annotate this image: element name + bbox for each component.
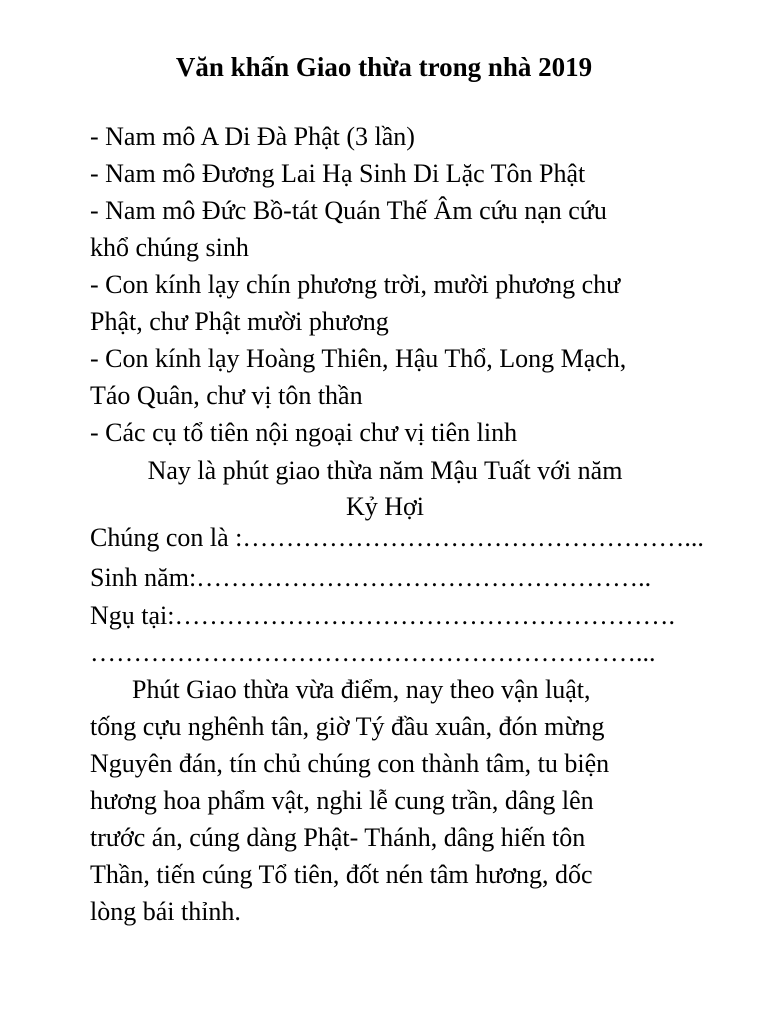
invocation-line: - Con kính lạy Hoàng Thiên, Hậu Thổ, Long Mạch, [90,344,627,373]
announcement-line: Nay là phút giao thừa năm Mậu Tuất với năm [147,456,623,485]
invocation-line: - Nam mô A Di Đà Phật (3 lần) [90,122,415,151]
form-field-birth-year: Sinh năm:…………………………………………….. [90,563,652,592]
invocation-line: - Các cụ tổ tiên nội ngoại chư vị tiên linh [90,418,518,447]
form-field-name: Chúng con là :……………………………………………... [90,523,704,552]
invocation-line: Phật, chư Phật mười phương [90,307,389,336]
invocation-line: - Nam mô Đức Bồ-tát Quán Thế Âm cứu nạn cứu [90,196,607,225]
form-field-address: Ngụ tại:…………………………………………………. [90,601,675,630]
body-paragraph-line: Nguyên đán, tín chủ chúng con thành tâm, tu biện [90,749,610,778]
document-title: Văn khấn Giao thừa trong nhà 2019 [175,52,593,82]
invocation-line: - Nam mô Đương Lai Hạ Sinh Di Lặc Tôn Phật [90,159,586,188]
form-field-address-continued: ………………………………………………………... [90,638,656,667]
body-paragraph-line: tống cựu nghênh tân, giờ Tý đầu xuân, đón mừng [90,712,605,741]
body-paragraph-line: trước án, cúng dàng Phật- Thánh, dâng hiến tôn [90,823,586,852]
body-paragraph-line: Phút Giao thừa vừa điểm, nay theo vận luật, [132,675,591,704]
body-paragraph-line: Thần, tiến cúng Tổ tiên, đốt nén tâm hương, dốc [90,860,593,889]
body-paragraph-line: hương hoa phẩm vật, nghi lễ cung trần, dâng lên [90,786,594,815]
body-paragraph-line: lòng bái thỉnh. [90,897,241,926]
invocation-line: - Con kính lạy chín phương trời, mười phương chư [90,270,621,299]
announcement-line: Kỷ Hợi [345,492,425,521]
invocation-line: Táo Quân, chư vị tôn thần [90,381,363,410]
invocation-line: khổ chúng sinh [90,233,249,262]
